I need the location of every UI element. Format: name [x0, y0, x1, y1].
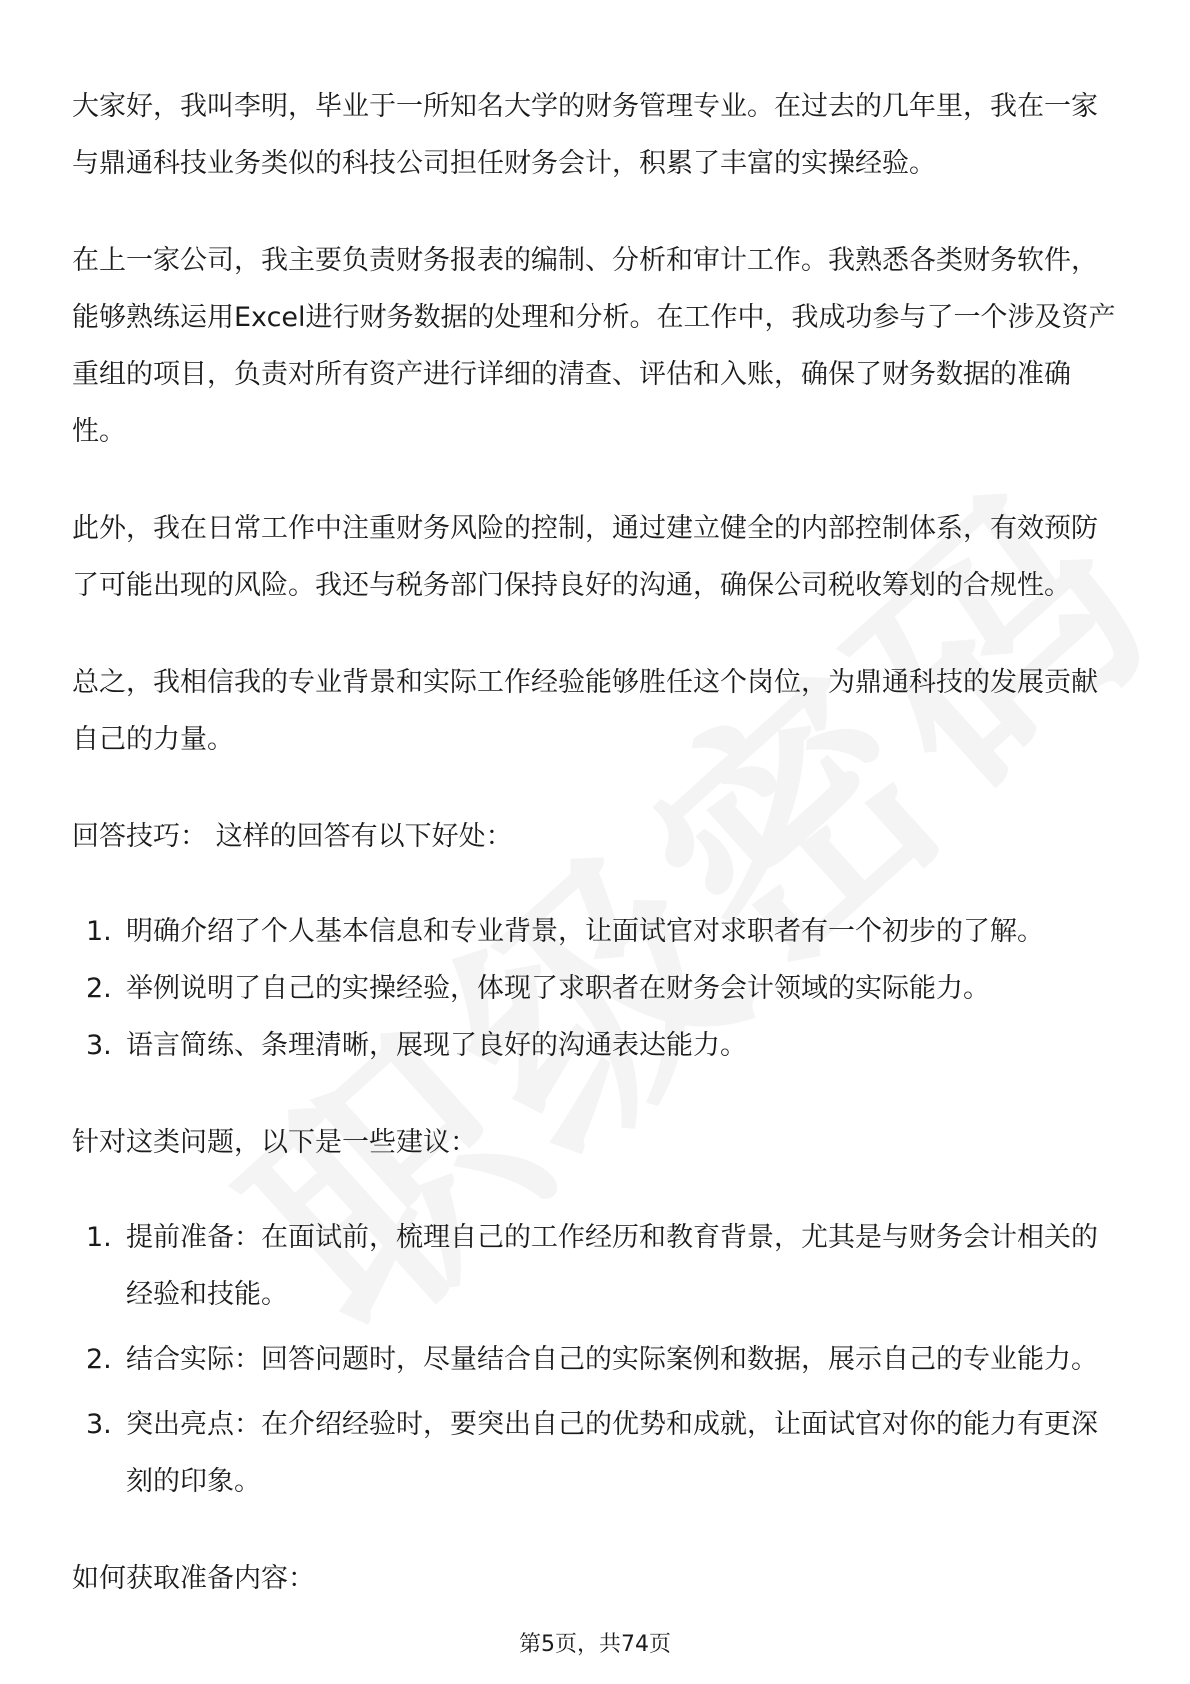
- page-number-footer: 第5页，共74页: [519, 1632, 671, 1657]
- list-item: [72, 960, 1120, 1017]
- prep-heading: 如何获取准备内容：: [72, 1563, 315, 1594]
- list-number: 1.: [86, 1222, 112, 1253]
- list-item: [72, 1017, 1120, 1074]
- list-item-text: 突出亮点：在介绍经验时，要突出自己的优势和成就，让面试官对你的能力有更深刻的印象。: [126, 1409, 1098, 1497]
- list-item: [72, 903, 1120, 960]
- document-body: [72, 78, 1120, 1607]
- list-item-text: 举例说明了自己的实操经验，体现了求职者在财务会计领域的实际能力。: [126, 973, 990, 1004]
- paragraph-experience: 在上一家公司，我主要负责财务报表的编制、分析和审计工作。我熟悉各类财务软件，能够熟练运用Excel进行财务数据的处理和分析。在工作中，我成功参与了一个涉及资产重组的项目，负责对所有资产进行详细的清查、评估和入账，确保了财务数据的准确性。: [72, 245, 1116, 447]
- advice-heading: 针对这类问题，以下是一些建议：: [72, 1127, 477, 1158]
- list-item: [72, 1331, 1120, 1388]
- list-item-text: 提前准备：在面试前，梳理自己的工作经历和教育背景，尤其是与财务会计相关的经验和技能。: [126, 1222, 1098, 1310]
- list-item-text: 结合实际：回答问题时，尽量结合自己的实际案例和数据，展示自己的专业能力。: [126, 1344, 1098, 1375]
- list-number: 3.: [86, 1409, 112, 1440]
- tips-heading: 回答技巧： 这样的回答有以下好处：: [72, 821, 513, 852]
- tips-list: [72, 903, 1120, 1074]
- advice-list: [72, 1209, 1120, 1510]
- paragraph-conclusion: 总之，我相信我的专业背景和实际工作经验能够胜任这个岗位，为鼎通科技的发展贡献自己的力量。: [72, 667, 1098, 755]
- list-number: 3.: [86, 1030, 112, 1061]
- list-number: 2.: [86, 973, 112, 1004]
- paragraph-intro: 大家好，我叫李明，毕业于一所知名大学的财务管理专业。在过去的几年里，我在一家与鼎通科技业务类似的科技公司担任财务会计，积累了丰富的实操经验。: [72, 91, 1098, 179]
- list-item: [72, 1209, 1120, 1323]
- list-number: 1.: [86, 916, 112, 947]
- list-item-text: 明确介绍了个人基本信息和专业背景，让面试官对求职者有一个初步的了解。: [126, 916, 1044, 947]
- list-item-text: 语言简练、条理清晰，展现了良好的沟通表达能力。: [126, 1030, 747, 1061]
- list-number: 2.: [86, 1344, 112, 1375]
- paragraph-risk-control: 此外，我在日常工作中注重财务风险的控制，通过建立健全的内部控制体系，有效预防了可能出现的风险。我还与税务部门保持良好的沟通，确保公司税收筹划的合规性。: [72, 513, 1098, 601]
- list-item: [72, 1396, 1120, 1510]
